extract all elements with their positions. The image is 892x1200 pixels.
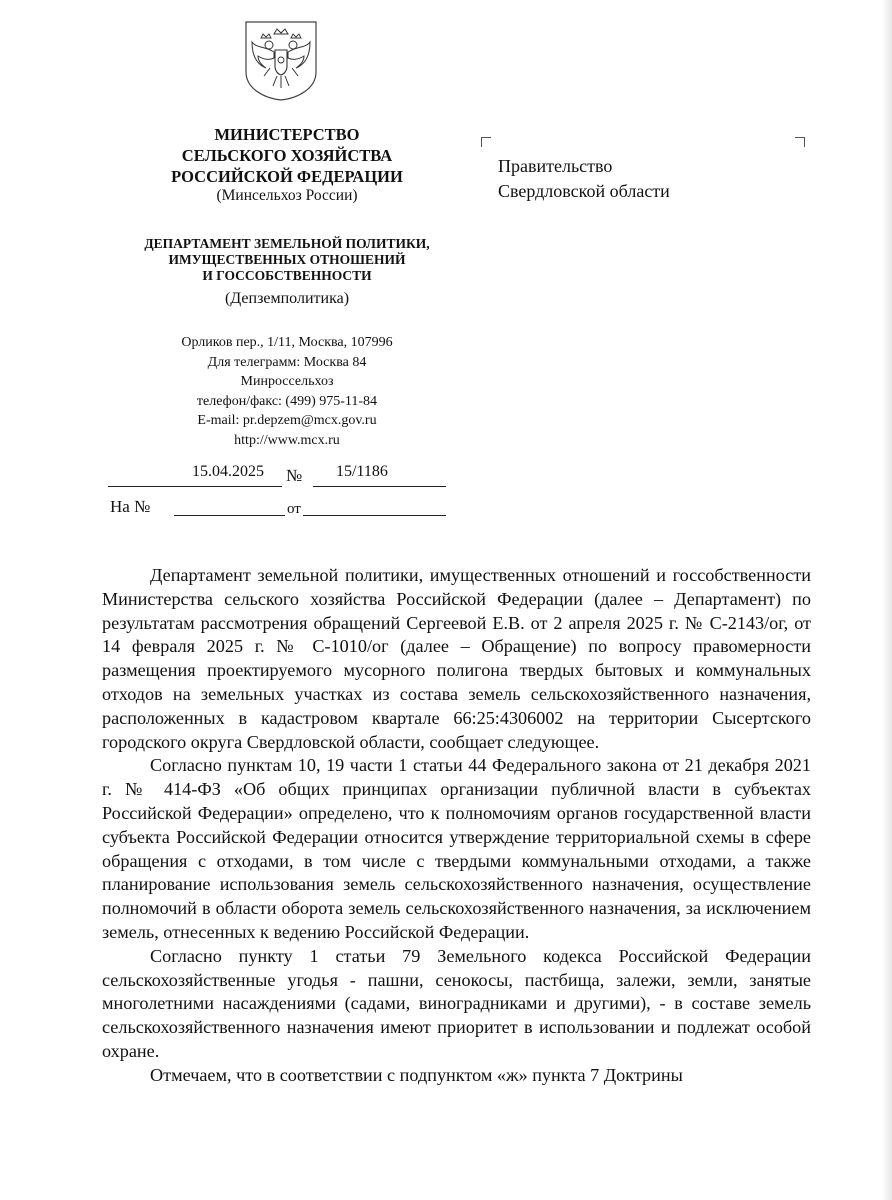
ministry-name: [92, 124, 482, 187]
department-line: ИМУЩЕСТВЕННЫХ ОТНОШЕНИЙ: [168, 252, 406, 267]
reply-date-underline: [303, 515, 446, 516]
contact-block: [92, 333, 482, 450]
number-underline: [313, 486, 446, 487]
addressee-line: Свердловской области: [498, 181, 670, 201]
reply-number-underline: [174, 515, 285, 516]
department-short-name: (Депземполитика): [224, 290, 350, 307]
contact-phone: телефон/факс: (499) 975-11-84: [196, 393, 378, 409]
contact-telegram-code: Минроссельхоз: [240, 374, 334, 389]
department-line: ДЕПАРТАМЕНТ ЗЕМЕЛЬНОЙ ПОЛИТИКИ,: [144, 236, 430, 251]
department-line: И ГОССОБСТВЕННОСТИ: [202, 268, 372, 283]
reply-to-label: На №: [110, 497, 151, 516]
department-name: [92, 236, 482, 284]
page-edge-shadow: [882, 0, 892, 1200]
letter-body: [102, 564, 811, 1088]
coat-of-arms-emblem-icon: [244, 20, 318, 102]
letter-number: 15/1186: [336, 463, 388, 480]
body-paragraph: Департамент земельной политики, имущественных отношений и госсобственности Министерства сельского хозяйства Российской Федерации (далее – Департамент) по результатам рассмотрения обращений Сергеевой Е.В. от 2 апреля 2025 г. № С-2143/ог, от 14 февраля 2025 г. № С-1010/ог (далее – Обращение) по вопросу правомерности размещения проектируемого мусорного полигона твердых бытовых и коммунальных отходов на земельных участках из состава земель сельскохозяйственного назначения, расположенных в кадастровом квартале 66:25:4306002 на территории Сысертского городского округа Свердловской области, сообщает следующее.: [102, 565, 811, 752]
body-paragraph: Отмечаем, что в соответствии с подпунктом «ж» пункта 7 Доктрины: [150, 1064, 683, 1085]
body-paragraph: Согласно пункту 1 статьи 79 Земельного кодекса Российской Федерации сельскохозяйственные угодья - пашни, сенокосы, пастбища, залежи, земли, занятые многолетними насаждениями (садами, виноградниками и другими), - в составе земель сельскохозяйственного назначения имеют приоритет в использовании и подлежат особой охране.: [102, 945, 811, 1061]
addressee-corner-left: [481, 137, 491, 147]
addressee-line: Правительство: [498, 156, 613, 176]
body-paragraph: Согласно пунктам 10, 19 части 1 статьи 44 Федерального закона от 21 декабря 2021 г. № 414-ФЗ «Об общих принципах организации публичной власти в субъектах Российской Федерации» определено, что к полномочиям органов государственной власти субъекта Российской Федерации относится утверждение территориальной схемы в сфере обращения с отходами, в том числе с твердыми коммунальными отходами, а также планирование использования земель сельскохозяйственного назначения, осуществление полномочий в области оборота земель сельскохозяйственного назначения, за исключением земель, отнесенных к ведению Российской Федерации.: [102, 755, 811, 942]
ministry-line: РОССИЙСКОЙ ФЕДЕРАЦИИ: [171, 167, 403, 186]
number-sign: №: [286, 466, 303, 485]
date-underline: [108, 486, 282, 487]
letter-date: 15.04.2025: [192, 463, 264, 480]
contact-website: http://www.mcx.ru: [234, 432, 340, 448]
contact-email: E-mail: pr.depzem@mcx.gov.ru: [197, 413, 377, 428]
contact-address: Орликов пер., 1/11, Москва, 107996: [181, 335, 393, 350]
addressee-corner-right: [795, 137, 805, 147]
ministry-line: МИНИСТЕРСТВО: [214, 125, 360, 144]
ministry-short-name: (Минсельхоз России): [216, 187, 358, 204]
contact-telegram: Для телеграмм: Москва 84: [207, 354, 367, 370]
ministry-line: СЕЛЬСКОГО ХОЗЯЙСТВА: [181, 146, 393, 165]
from-label: от: [287, 501, 301, 517]
addressee-block: [498, 154, 670, 204]
